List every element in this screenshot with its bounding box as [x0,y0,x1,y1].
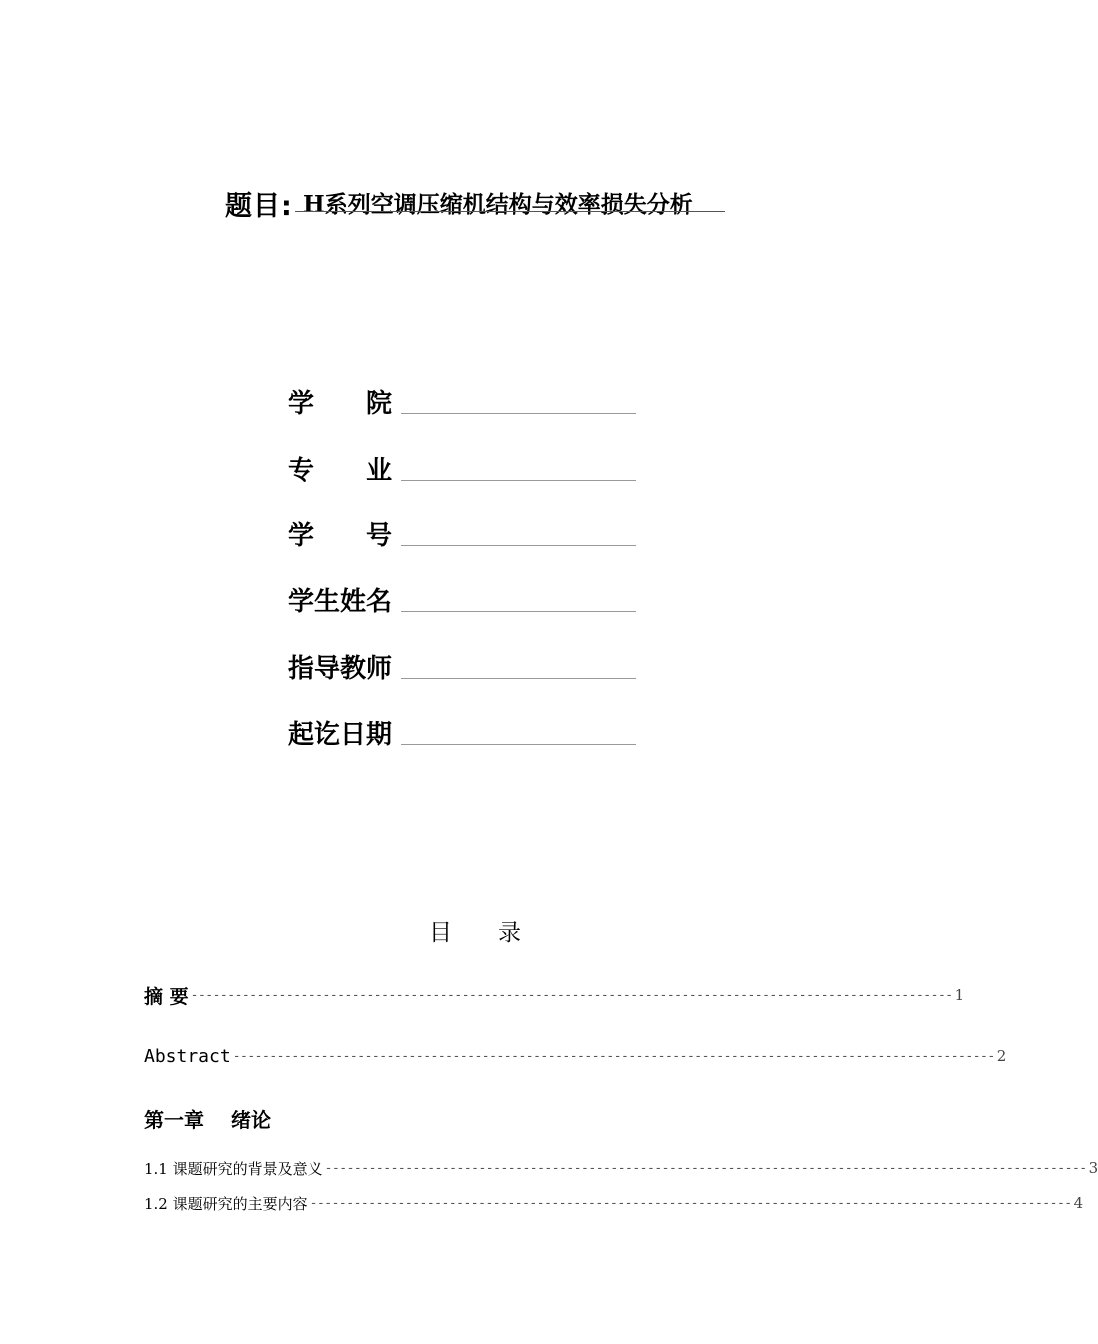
field-blank-line [401,678,636,679]
toc-section[interactable] [144,1155,1098,1181]
toc-chapter-heading[interactable]: 第一章 绪论 [144,1108,271,1132]
field-dates [288,714,638,750]
field-blank-line [401,480,636,481]
title-text: H系列空调压缩机结构与效率损失分析 [303,191,693,218]
field-blank-line [401,744,636,745]
toc-leader: -------------------------------------------------------------------------------------------------------- [232,1048,995,1064]
field-student-id [288,515,638,551]
toc-page-number: 2 [996,1047,1007,1065]
toc-section-label: 1.1 课题研究的背景及意义 [144,1159,323,1178]
field-advisor [288,648,638,684]
toc-entry-label: 摘 要 [144,985,189,1008]
field-blank-line [401,545,636,546]
title-underline [295,211,725,212]
field-label: 专 业 [288,456,393,486]
field-blank-line [401,413,636,414]
field-label: 指导教师 [288,654,393,684]
toc-leader: -------------------------------------------------------------------------------------------------------- [309,1195,1072,1211]
field-label: 学 号 [288,521,393,551]
field-blank-line [401,611,636,612]
field-label: 学 院 [288,389,393,419]
field-college [288,383,638,419]
field-label: 起讫日期 [288,720,393,750]
toc-section-label: 1.2 课题研究的主要内容 [144,1194,308,1213]
toc-page-number: 3 [1088,1159,1098,1177]
toc-entry[interactable] [144,982,965,1008]
toc-entry[interactable] [144,1043,1007,1069]
toc-leader: -------------------------------------------------------------------------------------------------------- [324,1160,1087,1176]
toc-title: 目 录 [429,920,521,946]
title-label: 题目: [225,191,293,222]
toc-section[interactable] [144,1190,1084,1216]
toc-leader: -------------------------------------------------------------------------------------------------------- [190,987,953,1003]
thesis-title [225,180,735,220]
field-label: 学生姓名 [288,587,393,617]
toc-entry-label: Abstract [144,1045,231,1067]
field-major [288,450,638,486]
field-student-name [288,581,638,617]
toc-page-number: 4 [1073,1194,1084,1212]
toc-page-number: 1 [954,986,965,1004]
